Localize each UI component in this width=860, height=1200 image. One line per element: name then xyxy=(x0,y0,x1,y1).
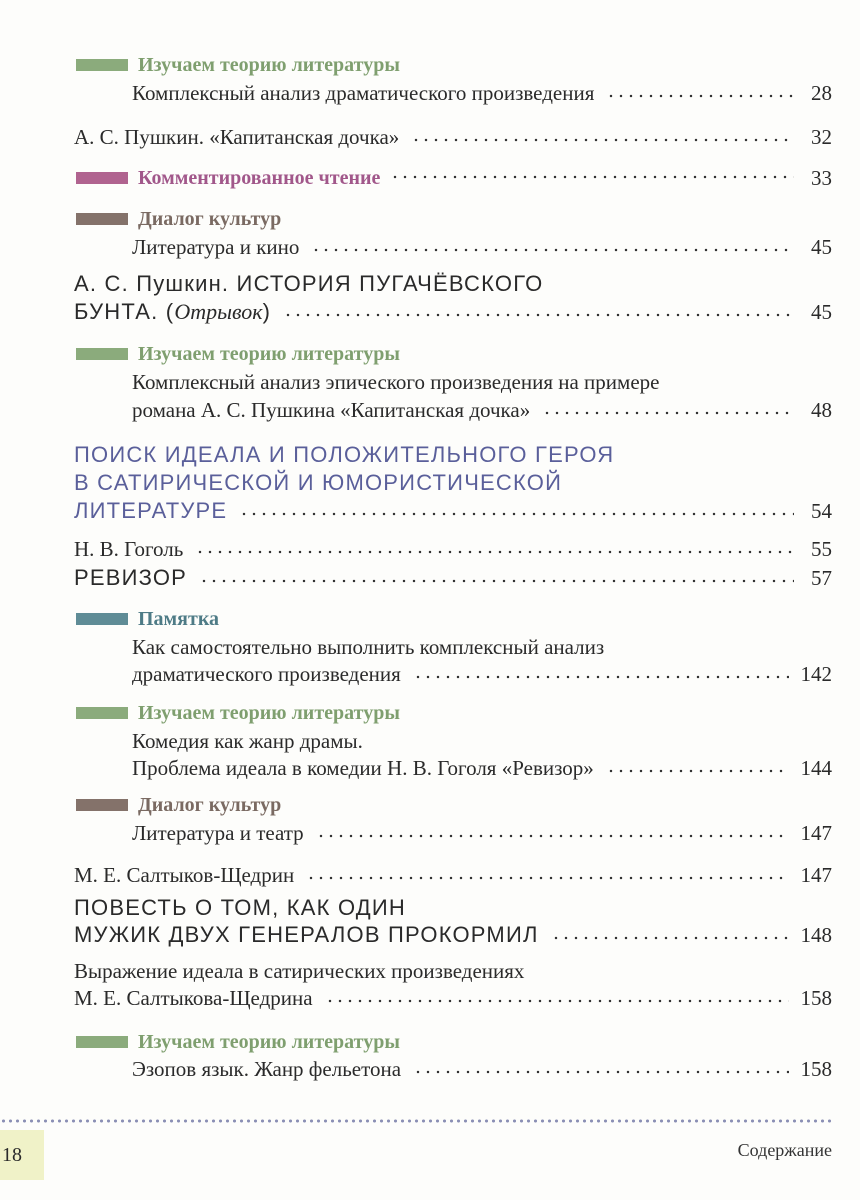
page-number: 54 xyxy=(811,499,832,523)
page-number: 55 xyxy=(811,537,832,561)
dot-leader xyxy=(195,549,794,555)
footer-section-label: Содержание xyxy=(737,1140,832,1160)
page-number: 148 xyxy=(800,923,832,947)
toc-page: Изучаем теорию литературы Комплексный анализ драматического произведения 28 А. С. Пушкин. «Капитанская дочка» 32 Комментированное чтение 33 Диалог культур Литература и кино 45 А. С. Пушкин. ИСТОРИЯ ПУГАЧЁВСКОГО БУНТА. (Отрывок) 45 Изучаем теорию литературы Комплексный анализ эпического произведения на примере романа А. С. Пушкина «Капитанская дочка» 48 ПОИСК ИДЕАЛА И ПОЛОЖИТЕЛЬНОГО ГЕРОЯ В САТИРИЧЕСКОЙ И ЮМОРИСТИЧЕСКОЙ ЛИТЕРАТУРЕ 54 Н. В. Гоголь 55 РЕВИЗОР 57 Памятка Как самостоятельно выполнить комплексный анализ драматического произведения 142 Изучаем теорию литературы Комедия как жанр драмы. Проблема идеала в комедии Н. В. Гоголя «Ревизор» 144 Диалог культур Литература и театр 147 М. Е. Салтыков-Щедрин 147 ПОВЕСТЬ О ТОМ, КАК ОДИН МУЖИК ДВУХ ГЕНЕРАЛОВ ПРОКОРМИЛ 148 Выражение идеала в сатирических произведениях М. Е. Салтыкова-Щедрина 158 Изучаем теорию литературы Эзопов язык. Жанр фельетона 158 18 Содержание xyxy=(0,0,860,1200)
dot-leader xyxy=(606,93,794,99)
page-number: 33 xyxy=(811,166,832,190)
theory-color-bar xyxy=(76,707,128,719)
dot-leader xyxy=(311,247,794,253)
dot-leader xyxy=(239,511,794,517)
footer-page-number: 18 xyxy=(0,1130,44,1180)
toc-heading-theory: Изучаем теорию литературы xyxy=(76,52,400,78)
dot-leader xyxy=(551,935,789,941)
page-number: 144 xyxy=(800,756,832,780)
dot-leader xyxy=(306,875,788,881)
dot-leader xyxy=(283,312,794,318)
dot-leader xyxy=(325,998,789,1004)
reading-color-bar xyxy=(76,172,128,184)
dot-leader xyxy=(413,674,789,680)
toc-item[interactable]: Литература и театр 147 xyxy=(132,821,832,845)
dialog-color-bar xyxy=(76,799,128,811)
theory-color-bar xyxy=(76,348,128,360)
footer-dotted-rule xyxy=(0,1118,835,1124)
theory-color-bar xyxy=(76,59,128,71)
dot-leader xyxy=(606,768,789,774)
page-number: 147 xyxy=(800,863,832,887)
toc-item-revizor[interactable]: РЕВИЗОР 57 xyxy=(74,565,832,590)
toc-heading-theory: Изучаем теорию литературы xyxy=(76,700,400,726)
dot-leader xyxy=(390,174,794,180)
page-number: 32 xyxy=(811,125,832,149)
page-number: 48 xyxy=(811,398,832,422)
dot-leader xyxy=(316,833,789,839)
page-number: 142 xyxy=(800,662,832,686)
page-number: 57 xyxy=(811,566,832,590)
toc-item[interactable]: А. С. Пушкин. «Капитанская дочка» 32 xyxy=(74,125,832,149)
dot-leader xyxy=(413,1069,788,1075)
toc-item[interactable]: Литература и кино 45 xyxy=(132,235,832,259)
dot-leader xyxy=(411,137,794,143)
page-number: 28 xyxy=(811,81,832,105)
toc-heading-dialog: Диалог культур xyxy=(76,206,281,232)
toc-item[interactable]: Н. В. Гоголь 55 xyxy=(74,537,832,561)
page-number: 45 xyxy=(811,300,832,324)
memo-color-bar xyxy=(76,613,128,625)
dialog-color-bar xyxy=(76,213,128,225)
dot-leader xyxy=(199,578,794,584)
page-number: 45 xyxy=(811,235,832,259)
toc-item[interactable]: Комплексный анализ драматического произведения 28 xyxy=(132,81,832,105)
toc-heading-reading[interactable]: Комментированное чтение 33 xyxy=(76,165,832,191)
toc-heading-dialog: Диалог культур xyxy=(76,792,281,818)
page-number: 158 xyxy=(800,1057,832,1081)
toc-heading-memo: Памятка xyxy=(76,606,219,632)
dot-leader xyxy=(542,410,794,416)
page-number: 147 xyxy=(800,821,832,845)
theory-color-bar xyxy=(76,1036,128,1048)
toc-item[interactable]: М. Е. Салтыков-Щедрин 147 xyxy=(74,863,832,887)
toc-heading-theory: Изучаем теорию литературы xyxy=(76,341,400,367)
toc-item[interactable]: Эзопов язык. Жанр фельетона 158 xyxy=(132,1057,832,1081)
toc-heading-theory: Изучаем теорию литературы xyxy=(76,1029,400,1055)
page-number: 158 xyxy=(800,986,832,1010)
